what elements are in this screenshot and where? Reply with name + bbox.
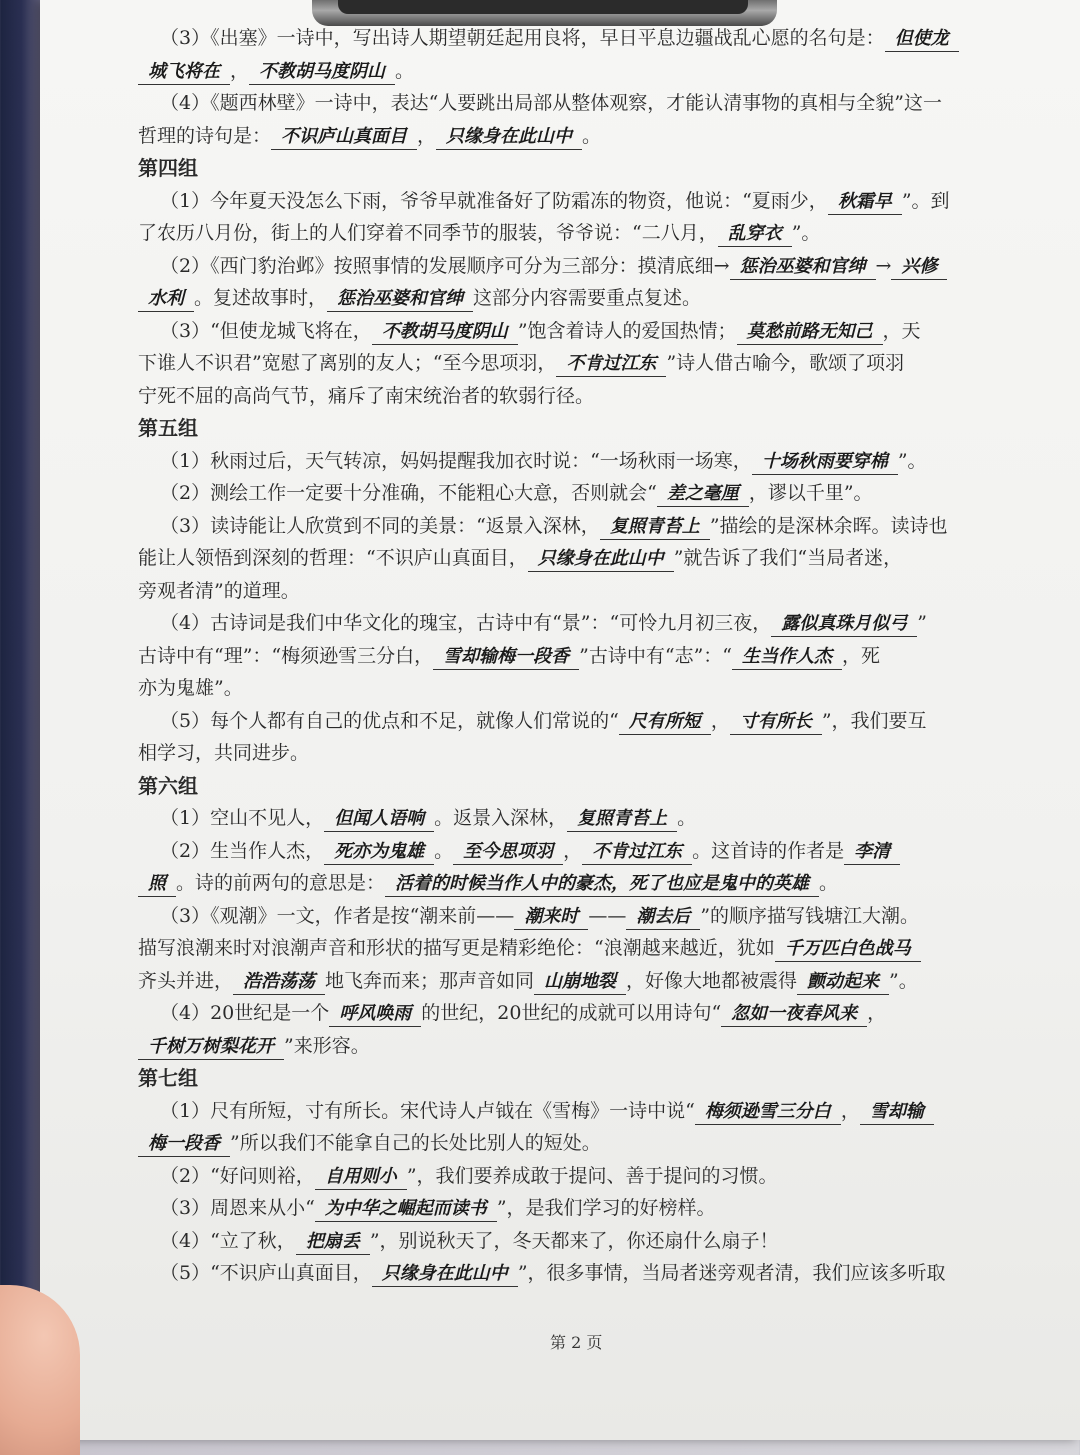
text-line bbox=[138, 867, 1053, 900]
answer-blank: 乱穿衣 bbox=[718, 222, 792, 247]
answer-blank: 死亦为鬼雄 bbox=[324, 840, 434, 865]
text-line bbox=[138, 510, 1053, 543]
answer-blank: 只缘身在此山中 bbox=[436, 125, 582, 150]
answer-blank: 梅须逊雪三分白 bbox=[695, 1100, 841, 1125]
text-line bbox=[138, 217, 1053, 250]
line-text: 第四组 bbox=[138, 156, 198, 180]
line-text: ”，别说秋天了，冬天都来了，你还扇什么扇子！ bbox=[369, 1229, 779, 1252]
line-text: ，好像大地都被震得 bbox=[626, 969, 798, 992]
line-text: （3）《出塞》一诗中，写出诗人期望朝廷起用良将，早日平息边疆战乱心愿的名句是： bbox=[160, 27, 885, 49]
line-text: 相学习，共同进步。 bbox=[138, 742, 310, 764]
text-line bbox=[138, 1030, 1053, 1063]
text-line bbox=[138, 1192, 1053, 1225]
answer-blank: 为中华之崛起而读书 bbox=[315, 1197, 497, 1222]
line-text: ”就告诉了我们“当局者迷， bbox=[673, 547, 903, 569]
text-line bbox=[138, 997, 1053, 1030]
answer-blank: 不肯过江东 bbox=[556, 352, 666, 377]
text-line bbox=[138, 477, 1053, 510]
line-text: ， bbox=[230, 59, 250, 82]
answer-blank: 但闻人语响 bbox=[324, 807, 434, 832]
line-text: （1）今年夏天没怎么下雨，爷爷早就准备好了防霜冻的物资，他说：“夏雨少， bbox=[160, 189, 828, 212]
answer-blank: 莫愁前路无知己 bbox=[737, 320, 883, 345]
answer-blank: 不教胡马度阴山 bbox=[372, 320, 518, 345]
line-text: 。 bbox=[677, 807, 697, 829]
text-line bbox=[138, 802, 1053, 835]
line-text: （4）“立了秋， bbox=[160, 1229, 296, 1252]
line-text: 。返景入深林， bbox=[434, 807, 568, 829]
section-heading bbox=[138, 412, 1053, 445]
text-line bbox=[138, 347, 1053, 380]
text-line bbox=[138, 737, 1053, 770]
line-text: （4）《题西林壁》一诗中，表达“人要跳出局部从整体观察，才能认清事物的真相与全貌”这一 bbox=[160, 92, 943, 114]
line-text: 第七组 bbox=[138, 1066, 198, 1090]
text-line bbox=[138, 542, 1053, 575]
line-text: 了农历八月份，街上的人们穿着不同季节的服装，爷爷说：“二八月， bbox=[138, 222, 718, 244]
section-heading bbox=[138, 152, 1053, 185]
text-line bbox=[138, 1225, 1053, 1258]
answer-blank: 城飞将在 bbox=[138, 60, 230, 85]
line-text: 。这首诗的作者是 bbox=[692, 839, 845, 862]
answer-blank: 雪却输梅一段香 bbox=[433, 645, 579, 670]
text-line bbox=[138, 250, 1053, 283]
line-text: 宁死不屈的高尚气节，痛斥了南宋统治者的软弱行径。 bbox=[138, 384, 595, 407]
line-text: 。 bbox=[395, 59, 415, 82]
answer-blank: 梅一段香 bbox=[138, 1132, 230, 1157]
line-text: ”。到 bbox=[901, 189, 950, 212]
answer-blank: 山崩地裂 bbox=[534, 970, 626, 995]
text-line bbox=[138, 835, 1053, 868]
line-text: ”来形容。 bbox=[284, 1034, 370, 1057]
line-text: ， bbox=[840, 1099, 860, 1122]
line-text: ” bbox=[917, 612, 927, 634]
answer-blank: 自用则小 bbox=[315, 1165, 407, 1190]
answer-blank: 不识庐山真面目 bbox=[271, 125, 417, 150]
line-text: ”古诗中有“志”：“ bbox=[579, 644, 733, 667]
line-text: 地飞奔而来；那声音如同 bbox=[325, 969, 535, 992]
text-line bbox=[138, 1095, 1053, 1128]
line-text: （1）空山不见人， bbox=[160, 807, 325, 829]
answer-blank: 复照青苔上 bbox=[567, 807, 677, 832]
answer-blank: 只缘身在此山中 bbox=[528, 547, 674, 572]
text-line bbox=[138, 282, 1053, 315]
answer-blank: 活着的时候当作人中的豪杰，死了也应是鬼中的英雄 bbox=[385, 872, 819, 897]
line-text: （3）周恩来从小“ bbox=[160, 1197, 315, 1219]
line-text: （4）古诗词是我们中华文化的瑰宝，古诗中有“景”：“可怜九月初三夜， bbox=[160, 612, 772, 634]
line-text: 。 bbox=[582, 124, 602, 147]
text-line bbox=[138, 380, 1053, 413]
answer-blank: 忽如一夜春风来 bbox=[721, 1002, 867, 1027]
text-line bbox=[138, 22, 1053, 55]
answer-blank: 兴修 bbox=[891, 255, 947, 280]
line-text: ”。 bbox=[889, 969, 918, 992]
text-line bbox=[138, 120, 1053, 153]
line-text: （5）“不识庐山真面目， bbox=[160, 1262, 372, 1284]
answer-blank: 秋霜早 bbox=[828, 190, 902, 215]
line-text: （2）《西门豹治邺》按照事情的发展顺序可分为三部分：摸清底细→ bbox=[160, 254, 730, 277]
text-line bbox=[138, 607, 1053, 640]
line-text: 旁观者清”的道理。 bbox=[138, 579, 300, 602]
line-text: 。 bbox=[819, 872, 839, 894]
answer-blank: 颤动起来 bbox=[797, 970, 889, 995]
text-line bbox=[138, 672, 1053, 705]
line-text: （3）《观潮》一文，作者是按“潮来前—— bbox=[160, 904, 515, 927]
line-text: 第五组 bbox=[138, 416, 198, 440]
text-line bbox=[138, 932, 1053, 965]
line-text: ”，很多事情，当局者迷旁观者清，我们应该多听取 bbox=[517, 1262, 946, 1284]
line-text: ， bbox=[417, 124, 437, 147]
text-line bbox=[138, 640, 1053, 673]
line-text: （3）“但使龙城飞将在， bbox=[160, 319, 372, 342]
section-heading bbox=[138, 770, 1053, 803]
section-heading bbox=[138, 1062, 1053, 1095]
answer-blank: 但使龙 bbox=[885, 27, 959, 52]
answer-blank: 潮来时 bbox=[514, 905, 588, 930]
answer-blank: 至今思项羽 bbox=[453, 840, 563, 865]
line-text: 的世纪，20世纪的成就可以用诗句“ bbox=[421, 1002, 722, 1024]
answer-blank: 只缘身在此山中 bbox=[372, 1262, 518, 1287]
line-text: 这部分内容需要重点复述。 bbox=[473, 287, 702, 309]
text-line bbox=[138, 900, 1053, 933]
text-line bbox=[138, 1257, 1053, 1290]
answer-blank: 不教胡马度阴山 bbox=[249, 60, 395, 85]
line-text: ”。 bbox=[897, 449, 927, 472]
line-text: ， bbox=[563, 839, 583, 862]
text-line bbox=[138, 87, 1053, 120]
answer-blank: 十场秋雨要穿棉 bbox=[752, 450, 898, 475]
answer-blank: 差之毫厘 bbox=[657, 482, 749, 507]
line-text: → bbox=[875, 254, 892, 277]
line-text: 。诗的前两句的意思是： bbox=[176, 872, 386, 894]
line-text: ”。 bbox=[791, 222, 821, 244]
line-text: ”描绘的是深林余晖。读诗也 bbox=[709, 514, 948, 537]
answer-blank: 照 bbox=[138, 872, 176, 897]
line-text: 描写浪潮来时对浪潮声音和形状的描写更是精彩绝伦：“浪潮越来越近，犹如 bbox=[138, 937, 775, 959]
line-text: （2）生当作人杰， bbox=[160, 839, 325, 862]
line-text: 第六组 bbox=[138, 773, 198, 798]
text-line bbox=[138, 445, 1053, 478]
text-line bbox=[138, 55, 1053, 88]
line-text: 齐头并进， bbox=[138, 969, 234, 992]
answer-blank: 不肯过江东 bbox=[582, 840, 692, 865]
line-text: —— bbox=[588, 904, 627, 927]
answer-blank: 把扇丢 bbox=[296, 1230, 370, 1255]
line-text: （2）测绘工作一定要十分准确，不能粗心大意，否则就会“ bbox=[160, 482, 657, 504]
answer-blank: 浩浩荡荡 bbox=[233, 970, 325, 995]
text-line bbox=[138, 185, 1053, 218]
answer-blank: 千万匹白色战马 bbox=[775, 937, 921, 962]
answer-blank: 潮去后 bbox=[626, 905, 700, 930]
worksheet-content bbox=[138, 22, 1053, 1290]
text-line bbox=[138, 1160, 1053, 1193]
line-text: ”诗人借古喻今，歌颂了项羽 bbox=[666, 352, 905, 374]
line-text: ”，是我们学习的好榜样。 bbox=[496, 1197, 716, 1219]
line-text: 下谁人不识君”宽慰了离别的友人；“至今思项羽， bbox=[138, 352, 557, 374]
line-text: ”，我们要养成敢于提问、善于提问的习惯。 bbox=[406, 1164, 778, 1187]
answer-blank: 生当作人杰 bbox=[732, 645, 842, 670]
line-text: ”的顺序描写钱塘江大潮。 bbox=[700, 904, 920, 927]
line-text: 。 bbox=[434, 839, 454, 862]
line-text: （1）尺有所短，寸有所长。宋代诗人卢钺在《雪梅》一诗中说“ bbox=[160, 1099, 695, 1122]
line-text: 古诗中有“理”：“梅须逊雪三分白， bbox=[138, 644, 434, 667]
answer-blank: 呼风唤雨 bbox=[329, 1002, 421, 1027]
line-text: ”所以我们不能拿自己的长处比别人的短处。 bbox=[230, 1132, 601, 1154]
clipboard-clip-slot bbox=[338, 0, 748, 14]
answer-blank: 水利 bbox=[138, 287, 194, 312]
line-text: 能让人领悟到深刻的哲理：“不识庐山真面目， bbox=[138, 547, 528, 569]
line-text: （1）秋雨过后，天气转凉，妈妈提醒我加衣时说：“一场秋雨一场寒， bbox=[160, 449, 752, 472]
text-line bbox=[138, 965, 1053, 998]
answer-blank: 雪却输 bbox=[860, 1100, 934, 1125]
answer-blank: 李清 bbox=[844, 840, 900, 865]
answer-blank: 寸有所长 bbox=[730, 710, 822, 735]
answer-blank: 复照青苔上 bbox=[600, 515, 710, 540]
line-text: ， bbox=[710, 709, 730, 732]
line-text: （4）20世纪是一个 bbox=[160, 1002, 330, 1024]
line-text: ， bbox=[867, 1002, 887, 1024]
text-line bbox=[138, 315, 1053, 348]
page-number: 第 2 页 bbox=[550, 1333, 603, 1352]
line-text: 。复述故事时， bbox=[194, 287, 328, 309]
line-text: ，天 bbox=[882, 319, 921, 342]
line-text: ”，我们要互 bbox=[821, 709, 927, 732]
line-text: 哲理的诗句是： bbox=[138, 124, 272, 147]
line-text: ”饱含着诗人的爱国热情； bbox=[517, 319, 737, 342]
answer-blank: 尺有所短 bbox=[619, 710, 711, 735]
line-text: （5）每个人都有自己的优点和不足，就像人们常说的“ bbox=[160, 709, 619, 732]
worksheet-page bbox=[40, 0, 1080, 1440]
answer-blank: 惩治巫婆和官绅 bbox=[730, 255, 876, 280]
text-line bbox=[138, 575, 1053, 608]
line-text: 亦为鬼雄”。 bbox=[138, 677, 243, 699]
line-text: （3）读诗能让人欣赏到不同的美景：“返景入深林， bbox=[160, 514, 600, 537]
text-line bbox=[138, 705, 1053, 738]
answer-blank: 露似真珠月似弓 bbox=[771, 612, 917, 637]
line-text: （2）“好问则裕， bbox=[160, 1164, 315, 1187]
line-text: ，死 bbox=[842, 644, 881, 667]
answer-blank: 千树万树梨花开 bbox=[138, 1035, 284, 1060]
text-line bbox=[138, 1127, 1053, 1160]
line-text: ，谬以千里”。 bbox=[748, 482, 873, 504]
answer-blank: 惩治巫婆和官绅 bbox=[327, 287, 473, 312]
